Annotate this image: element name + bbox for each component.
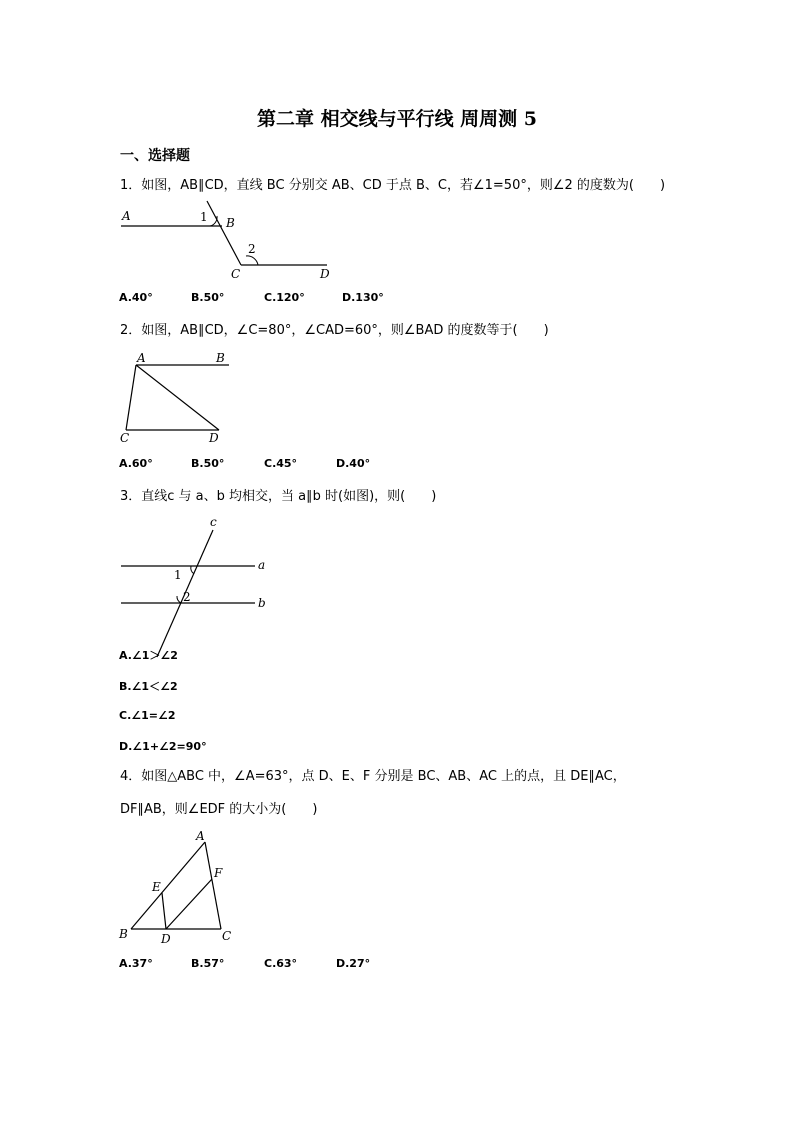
q2-label-D: D xyxy=(209,431,219,445)
q4-option-b: B.57° xyxy=(191,957,225,970)
q3-label-b: b xyxy=(258,596,266,610)
q4-label-C: C xyxy=(222,929,232,943)
q4-option-a: A.37° xyxy=(119,957,153,970)
q1-label-angle1: 1 xyxy=(200,210,208,224)
q3-option-d: D.∠1+∠2=90° xyxy=(119,740,207,753)
page-title: 第二章 相交线与平行线 周周测 5 xyxy=(256,108,538,130)
q1-option-a: A.40° xyxy=(119,291,153,304)
q3-option-c: C.∠1=∠2 xyxy=(119,709,176,722)
q1-label-D: D xyxy=(320,267,330,281)
q1-option-c: C.120° xyxy=(264,291,305,304)
q1-option-b: B.50° xyxy=(191,291,225,304)
q2-label-B: B xyxy=(216,351,225,365)
q3-option-b: B.∠1＜∠2 xyxy=(119,680,178,693)
q2-label-A: A xyxy=(137,351,146,365)
q2-option-c: C.45° xyxy=(264,457,298,470)
q3-label-a: a xyxy=(258,558,266,572)
q2-option-d: D.40° xyxy=(336,457,371,470)
section-heading: 一、选择题 xyxy=(120,148,190,164)
q3-label-angle2: 2 xyxy=(183,590,191,604)
question-1-text: 1．如图，AB∥CD，直线 BC 分别交 AB、CD 于点 B、C，若∠1=50°，则∠2 的度数为( ) xyxy=(120,178,666,193)
question-4-text-line1: 4．如图△ABC 中，∠A=63°，点 D、E、F 分别是 BC、AB、AC 上的点，且 DE∥AC， xyxy=(120,769,626,784)
q2-option-a: A.60° xyxy=(119,457,153,470)
question-4-text-line2: DF∥AB，则∠EDF 的大小为( ) xyxy=(120,802,318,817)
q4-option-c: C.63° xyxy=(264,957,298,970)
q4-option-d: D.27° xyxy=(336,957,371,970)
q1-label-C: C xyxy=(231,267,241,281)
q3-label-c: c xyxy=(210,515,217,529)
q1-label-A: A xyxy=(122,209,131,223)
q1-label-B: B xyxy=(226,216,235,230)
q1-label-angle2: 2 xyxy=(248,242,256,256)
q3-label-angle1: 1 xyxy=(174,568,182,582)
question-2-text: 2．如图，AB∥CD，∠C=80°，∠CAD=60°，则∠BAD 的度数等于( ) xyxy=(120,323,549,338)
q4-label-A: A xyxy=(196,829,205,843)
q4-label-E: E xyxy=(152,880,161,894)
q4-label-B: B xyxy=(119,927,128,941)
q2-option-b: B.50° xyxy=(191,457,225,470)
q4-label-D: D xyxy=(161,932,171,946)
q4-label-F: F xyxy=(214,866,223,880)
q3-option-a: A.∠1＞∠2 xyxy=(119,649,178,662)
question-3-text: 3．直线c 与 a、b 均相交，当 a∥b 时(如图)，则( ) xyxy=(120,489,437,504)
q2-label-C: C xyxy=(120,431,130,445)
q1-option-d: D.130° xyxy=(342,291,384,304)
